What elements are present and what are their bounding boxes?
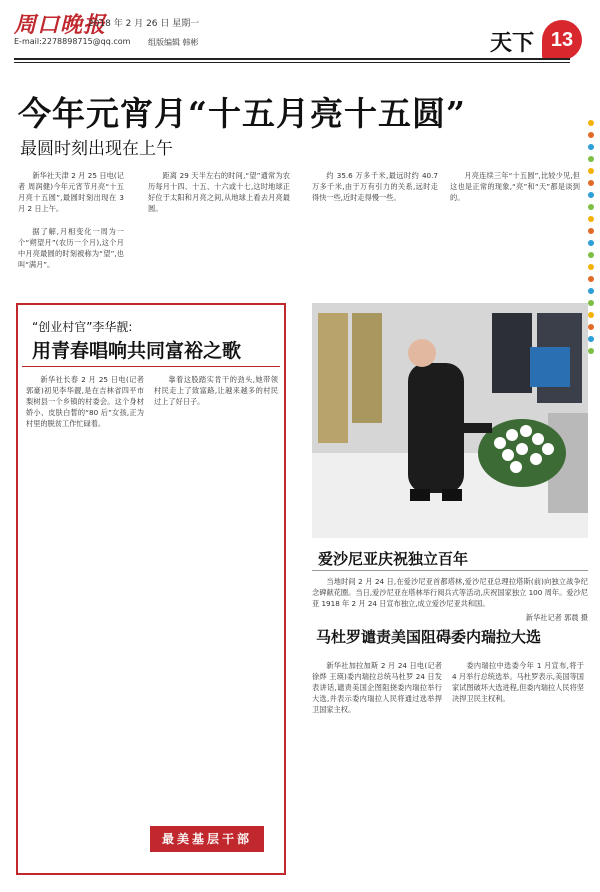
feature-kicker: “创业村官”李华靓: (32, 320, 133, 334)
photo-credit-text: 新华社记者 郭晨 摄 (525, 613, 588, 622)
photo-illustration (312, 303, 588, 538)
lead-paragraph: 月亮连续三年“十五圆”,比较少见,但这也是正常的现象,“亮”和“天”都是谈到的。 (450, 171, 580, 202)
lead-subhead: 最圆时刻出现在上午 (20, 139, 173, 159)
story2-paragraph: 新华社加拉加斯 2 月 24 日电(记者 徐烨 王瑛)委内瑞拉总统马杜罗 24 日发表讲话,谴责美国企图阻挠委内瑞拉举行大选,并表示委内瑞拉人民将通过选举捍卫国家主权。 (312, 661, 442, 714)
feature-paragraph: 靠着这股踏实肯干的劲头,她带领村民走上了致富路,让越来越多的村民过上了好日子。 (154, 375, 278, 406)
feature-rule (22, 366, 280, 367)
lead-headline: 今年元宵月“十五月亮十五圆” (18, 94, 466, 133)
lead-paragraph: 据了解,月相变化一周为一个“朔望月”(农历一个月),这个月中月亮最圆的时刻被称为“望”,也叫“满月”。 (18, 227, 124, 269)
masthead-rule-thin (14, 62, 570, 63)
lead-column-1b (18, 226, 124, 296)
news-photo (312, 303, 588, 538)
newspaper-logo: 周口晚报 (14, 12, 107, 38)
lead-paragraph: 距离 29 天半左右的时间,“望”通常为农历每月十四、十五、十六或十七,这时地球正好位于太阳和月亮之间,从地球上看去月亮最圆。 (148, 171, 290, 213)
section-title: 天下 (490, 30, 535, 56)
lead-paragraph: 约 35.6 万多千米,最远时约 40.7 万多千米,由于万有引力的关系,远时走得快一些,近时走得慢一些。 (312, 171, 438, 202)
story2-column-2 (452, 660, 584, 876)
story2-title: 马杜罗谴责美国阻碍委内瑞拉大选 (316, 628, 542, 646)
issue-date: 2018 年 2 月 26 日 星期一 (88, 19, 200, 29)
feature-paragraph: 新华社长春 2 月 25 日电(记者 郭豪)初见李华靓,是在吉林省四平市梨树县一个乡镇的村委会。这个身材娇小、皮肤白皙的“80 后”女孩,正为村里的脱贫工作忙碌着。 (26, 375, 144, 428)
photo-caption (312, 576, 588, 612)
lead-column-2 (148, 170, 290, 296)
photo-credit (470, 612, 588, 623)
lead-column-3 (312, 170, 438, 296)
story2-column-1 (312, 660, 442, 876)
story2-paragraph: 委内瑞拉中选委今年 1 月宣布,将于 4 月举行总统选举。马杜罗表示,美国等国家试图破坏大选进程,但委内瑞拉人民将坚决捍卫民主权利。 (452, 661, 584, 703)
lead-column-4 (450, 170, 580, 296)
photo-caption-text: 当地时间 2 月 24 日,在爱沙尼亚首都塔林,爱沙尼亚总理拉塔斯(前)向独立战争纪念碑献花圈。当日,爱沙尼亚在塔林举行阅兵式等活动,庆祝国家独立 100 周年。爱沙尼亚 1918 年 2 月 24 日宣布独立,成立爱沙尼亚共和国。 (312, 577, 588, 608)
feature-column-1 (26, 374, 144, 814)
lead-paragraph: 新华社天津 2 月 25 日电(记者 周润健)今年元宵节月亮“十五月亮十五圆”,最圆时刻出现在 3 月 2 日上午。 (18, 171, 124, 213)
layout-editor: 组版编辑 韩彬 (148, 38, 199, 47)
page-number-badge: 13 (542, 20, 582, 60)
photo-title: 爱沙尼亚庆祝独立百年 (318, 550, 469, 568)
feature-column-2 (154, 374, 278, 814)
feature-banner: 最美基层干部 (150, 826, 264, 852)
contact-email: E-mail:2278898715@qq.com (14, 37, 131, 46)
masthead-rule (14, 58, 570, 60)
feature-title: 用青春唱响共同富裕之歌 (32, 340, 242, 362)
photo-rule (312, 570, 588, 571)
